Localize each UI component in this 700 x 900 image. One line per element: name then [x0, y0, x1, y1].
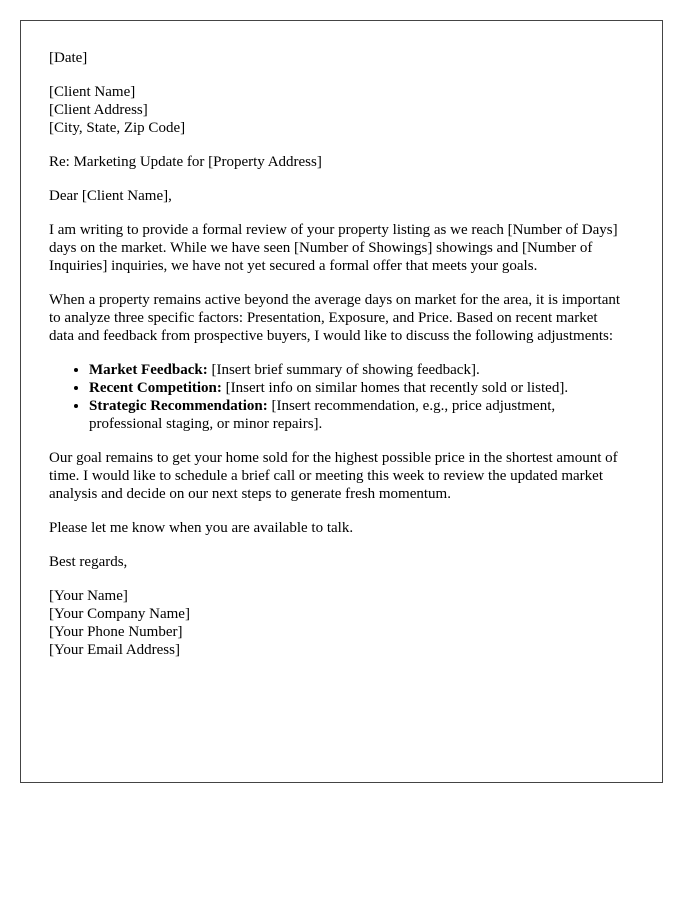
paragraph-intro: I am writing to provide a formal review of your property listing as we reach [Number of Days] days on the market. While we have seen [Number of Showings] showings and [Number of Inquiries] inquiries, we have not yet secured a formal offer that meets your goals.	[49, 222, 618, 274]
paragraph-goal: Our goal remains to get your home sold for the highest possible price in the shortest amount of time. I would like to schedule a brief call or meeting this week to review the updated market analysis and decide on our next steps to generate fresh momentum.	[49, 450, 618, 502]
sender-phone: [Your Phone Number]	[49, 624, 183, 640]
signature-block	[49, 587, 624, 659]
salutation: Dear [Client Name],	[49, 188, 172, 204]
recipient-address	[49, 83, 624, 137]
subject-line: Re: Marketing Update for [Property Address]	[49, 154, 322, 170]
list-item	[89, 379, 624, 397]
client-name: [Client Name]	[49, 84, 136, 100]
list-item-label: Strategic Recommendation:	[89, 398, 268, 414]
list-item	[89, 397, 624, 433]
list-item-text: [Insert info on similar homes that recently sold or listed].	[221, 380, 569, 396]
list-item-label: Market Feedback:	[89, 362, 208, 378]
client-city-state-zip: [City, State, Zip Code]	[49, 120, 186, 136]
client-address: [Client Address]	[49, 102, 148, 118]
list-item-label: Recent Competition:	[89, 380, 222, 396]
sender-company: [Your Company Name]	[49, 606, 190, 622]
adjustments-list	[49, 361, 624, 433]
paragraph-factors: When a property remains active beyond the average days on market for the area, it is important to analyze three specific factors: Presentation, Exposure, and Price. Based on recent market data and feedback from prospective buyers, I would like to discuss the following adjustments:	[49, 292, 621, 344]
list-item	[89, 361, 624, 379]
list-item-text: [Insert recommendation, e.g., price adjustment, professional staging, or minor repairs].	[89, 398, 556, 432]
sender-email: [Your Email Address]	[49, 642, 180, 658]
closing: Best regards,	[49, 554, 128, 570]
list-item-text: [Insert brief summary of showing feedback].	[207, 362, 480, 378]
letter-page	[20, 20, 663, 783]
date: [Date]	[49, 50, 88, 66]
paragraph-request: Please let me know when you are available to talk.	[49, 520, 354, 536]
letter-body	[49, 49, 624, 659]
sender-name: [Your Name]	[49, 588, 128, 604]
